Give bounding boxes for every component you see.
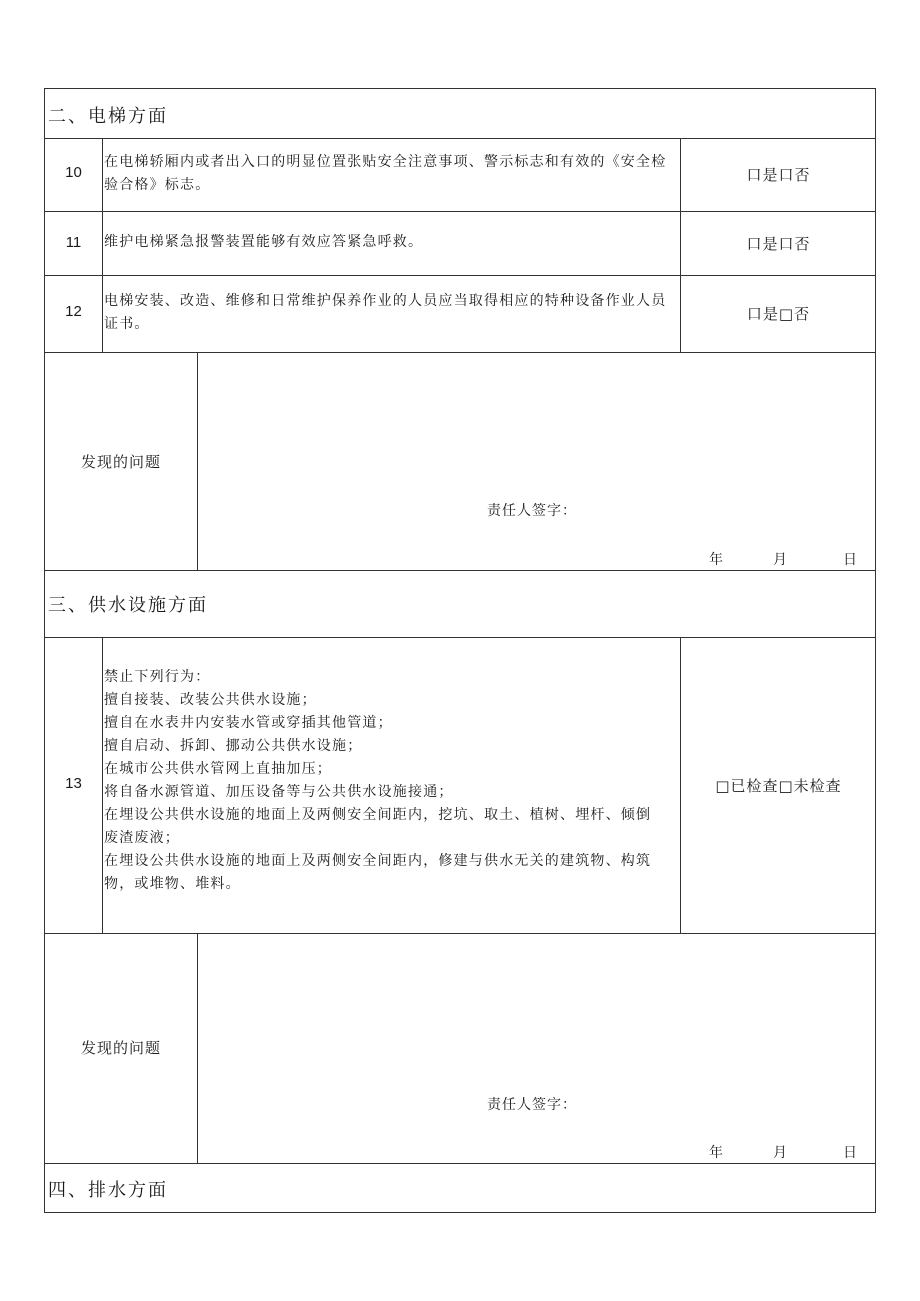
problems-label: 发现的问题	[80, 453, 161, 471]
yes-no-checkbox[interactable]: 口是口否	[746, 235, 811, 253]
column-divider	[197, 352, 198, 570]
section-title-elevator: 二、电梯方面	[48, 106, 168, 127]
date-day: 日	[843, 1145, 857, 1161]
table-row-10	[45, 138, 875, 211]
item-number: 10	[65, 164, 82, 181]
section-title-drainage: 四、排水方面	[48, 1180, 168, 1201]
date-month: 月	[773, 552, 787, 568]
item-content-list	[104, 666, 664, 896]
date-month: 月	[773, 1145, 787, 1161]
item-content-line: 禁止下列行为：	[104, 669, 211, 685]
problems-block-elevator	[45, 352, 875, 570]
yes-no-checkbox[interactable]: 口是□否	[746, 305, 811, 323]
table-row-13	[45, 637, 875, 933]
item-content-line: 擅自接装、改装公共供水设施；	[104, 692, 317, 708]
column-divider	[680, 138, 681, 352]
column-divider	[197, 933, 198, 1163]
signature-label: 责任人签字：	[487, 1097, 577, 1113]
checked-unchecked-checkbox[interactable]: □已检查□未检查	[715, 777, 842, 795]
yes-no-checkbox[interactable]: 口是口否	[746, 166, 811, 184]
row-divider	[45, 570, 875, 571]
item-content-line: 在埋设公共供水设施的地面上及两侧安全间距内，挖坑、取土、植树、埋杆、倾倒废渣废液；	[104, 807, 652, 846]
column-divider	[680, 637, 681, 933]
item-content-line: 在埋设公共供水设施的地面上及两侧安全间距内，修建与供水无关的建筑物、构筑物，或堆物、堆料。	[104, 853, 652, 892]
item-content-line: 将自备水源管道、加压设备等与公共供水设施接通；	[104, 784, 454, 800]
item-content-line: 在城市公共供水管网上直抽加压；	[104, 761, 332, 777]
item-number: 13	[65, 775, 82, 792]
item-content: 维护电梯紧急报警装置能够有效应答紧急呼救。	[104, 234, 424, 250]
signature-label: 责任人签字：	[487, 503, 577, 519]
date-year: 年	[709, 1145, 723, 1161]
problems-label: 发现的问题	[80, 1039, 161, 1057]
table-row-11	[45, 211, 875, 275]
item-content-line: 擅自在水表井内安装水管或穿插其他管道；	[104, 715, 393, 731]
column-divider	[102, 637, 103, 933]
row-divider	[45, 1163, 875, 1164]
section-title-water-supply: 三、供水设施方面	[48, 595, 208, 616]
item-number: 12	[65, 303, 82, 320]
problems-block-water-supply	[45, 933, 875, 1163]
inspection-form-table	[44, 88, 876, 1213]
item-content: 电梯安装、改造、维修和日常维护保养作业的人员应当取得相应的特种设备作业人员证书。	[104, 293, 667, 332]
item-content: 在电梯轿厢内或者出入口的明显位置张贴安全注意事项、警示标志和有效的《安全检验合格》标志。	[104, 154, 667, 193]
date-day: 日	[843, 552, 857, 568]
date-year: 年	[709, 552, 723, 568]
table-row-12	[45, 275, 875, 352]
item-number: 11	[65, 234, 82, 251]
column-divider	[102, 138, 103, 352]
item-content-line: 擅自启动、拆卸、挪动公共供水设施；	[104, 738, 363, 754]
